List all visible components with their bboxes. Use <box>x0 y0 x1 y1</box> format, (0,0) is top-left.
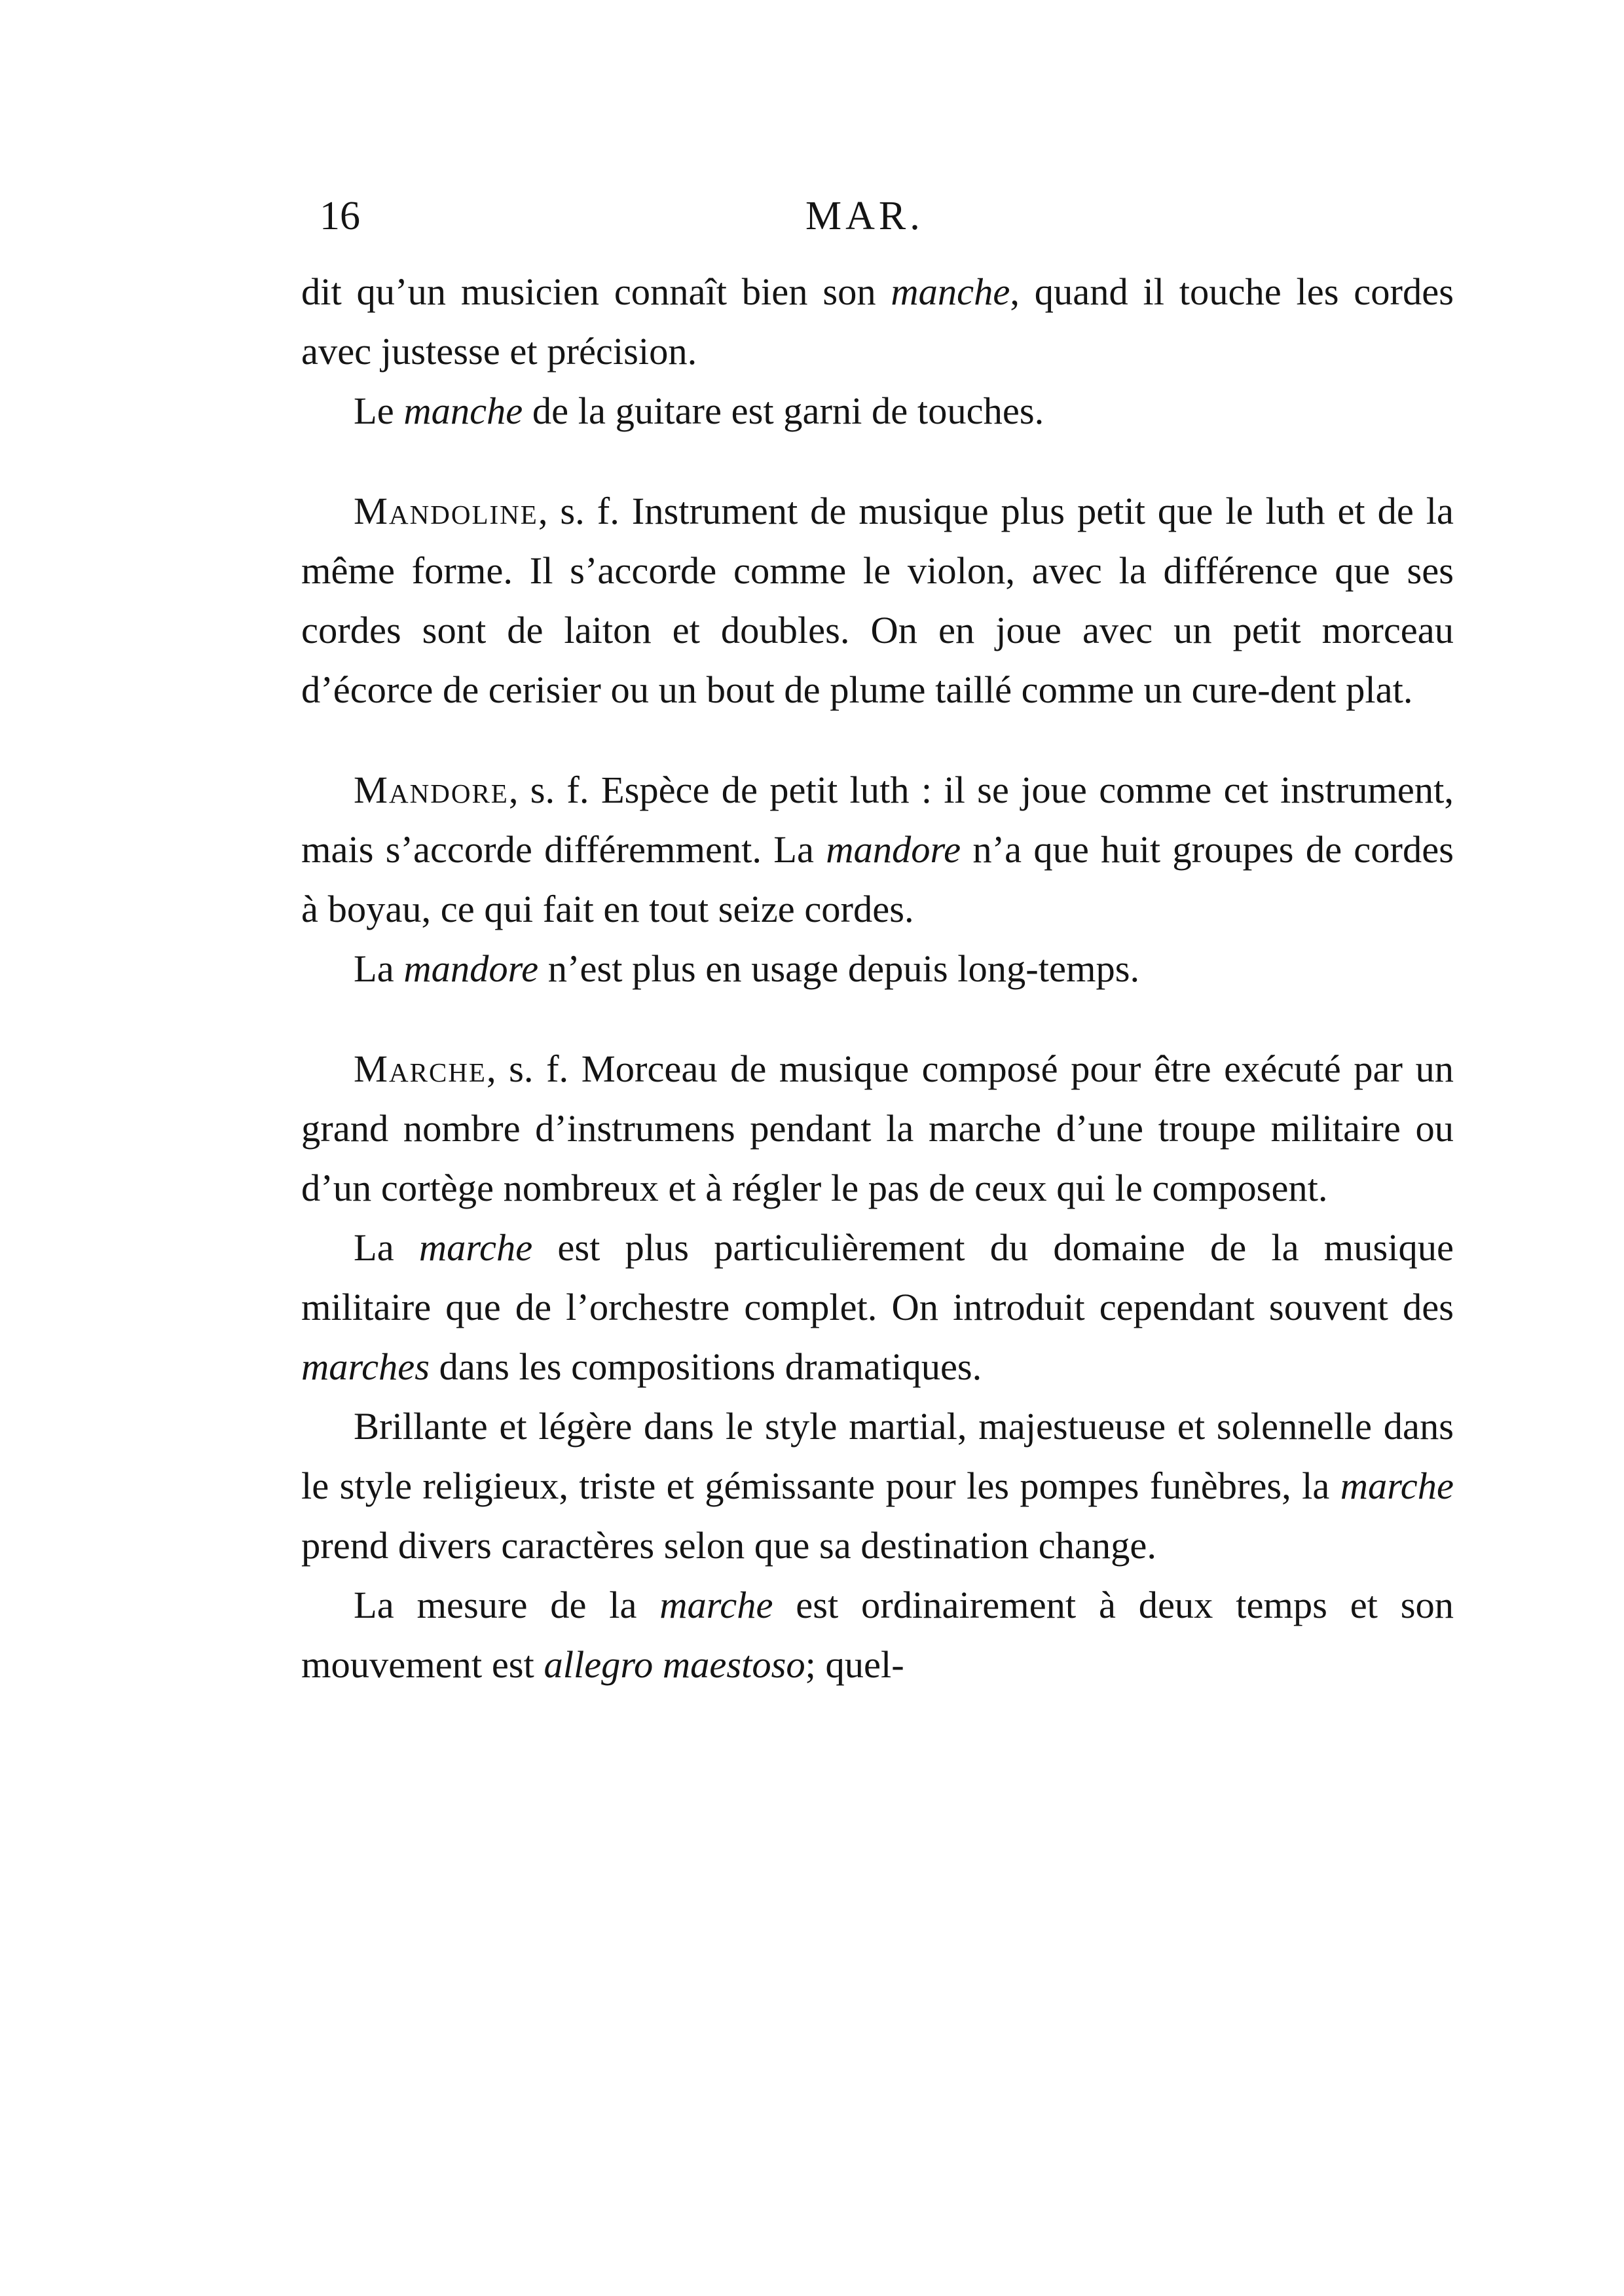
paragraph-marche-mesure <box>301 1575 1454 1694</box>
book-page <box>301 190 1454 1694</box>
italic-term: marche <box>1340 1465 1454 1507</box>
text-run: Brillante et légère dans le style martial, majestueuse et solennelle dans le style religieux, triste et gémissante pour les pompes funèbres, la <box>301 1405 1454 1507</box>
paragraph-manche-guitare <box>301 381 1454 441</box>
text-run: de la guitare est garni de touches. <box>523 390 1044 432</box>
text-run: est plus particulièrement du domaine de la musique militaire que de l’orchestre complet. On introduit cependant souvent des <box>301 1226 1454 1328</box>
entry-marche <box>301 1039 1454 1218</box>
entry-mandoline <box>301 481 1454 720</box>
text-run: La <box>354 947 404 990</box>
text-run: , quand il touche les cordes avec justesse et précision. <box>301 270 1454 373</box>
italic-term: marche <box>659 1584 773 1626</box>
headword: Mandoline <box>354 490 538 532</box>
page-number: 16 <box>320 194 360 238</box>
text-run: est ordinairement à deux temps et son mouvement est <box>301 1584 1454 1686</box>
paragraph-marche-militaire <box>301 1218 1454 1396</box>
paragraph-mandore-usage <box>301 939 1454 998</box>
text-run: , s. f. Espèce de petit luth : il se joue comme cet instrument, mais s’accorde différemment. La <box>301 769 1454 871</box>
italic-term: manche <box>403 390 523 432</box>
text-run: dans les compositions dramatiques. <box>430 1345 982 1388</box>
headword: Marche <box>354 1048 487 1090</box>
text-run: , s. f. Morceau de musique composé pour être exécuté par un grand nombre d’instrumens pendant la marche d’une troupe militaire ou d’un cortège nombreux et à régler le pas de ceux qui le composent. <box>301 1048 1454 1209</box>
text-run: dit qu’un musicien connaît bien son <box>301 270 891 313</box>
entry-mandore <box>301 760 1454 939</box>
text-run: La mesure de la <box>354 1584 660 1626</box>
italic-term: allegro maestoso <box>544 1643 805 1686</box>
running-head: MAR. <box>805 194 924 238</box>
body-text <box>301 262 1454 1694</box>
text-run: , s. f. Instrument de musique plus petit que le luth et de la même forme. Il s’accorde comme le violon, avec la différence que ses cordes sont de laiton et doubles. On en joue avec un petit morceau d’écorce de cerisier ou un bout de plume taillé comme un cure-dent plat. <box>301 490 1454 711</box>
italic-term: mandore <box>403 947 539 990</box>
italic-term: marches <box>301 1345 430 1388</box>
text-run: Le <box>354 390 404 432</box>
italic-term: mandore <box>826 828 961 871</box>
text-run: prend divers caractères selon que sa destination change. <box>301 1524 1156 1567</box>
text-run: ; quel- <box>805 1643 904 1686</box>
headword: Mandore <box>354 769 509 811</box>
text-run: n’est plus en usage depuis long-temps. <box>538 947 1140 990</box>
italic-term: manche <box>891 270 1010 313</box>
italic-term: marche <box>418 1226 533 1269</box>
page-header <box>301 190 1454 242</box>
text-run: La <box>354 1226 419 1269</box>
text-run: n’a que huit groupes de cordes à boyau, ce qui fait en tout seize cordes. <box>301 828 1454 930</box>
paragraph-continuation <box>301 262 1454 381</box>
paragraph-marche-styles <box>301 1396 1454 1575</box>
